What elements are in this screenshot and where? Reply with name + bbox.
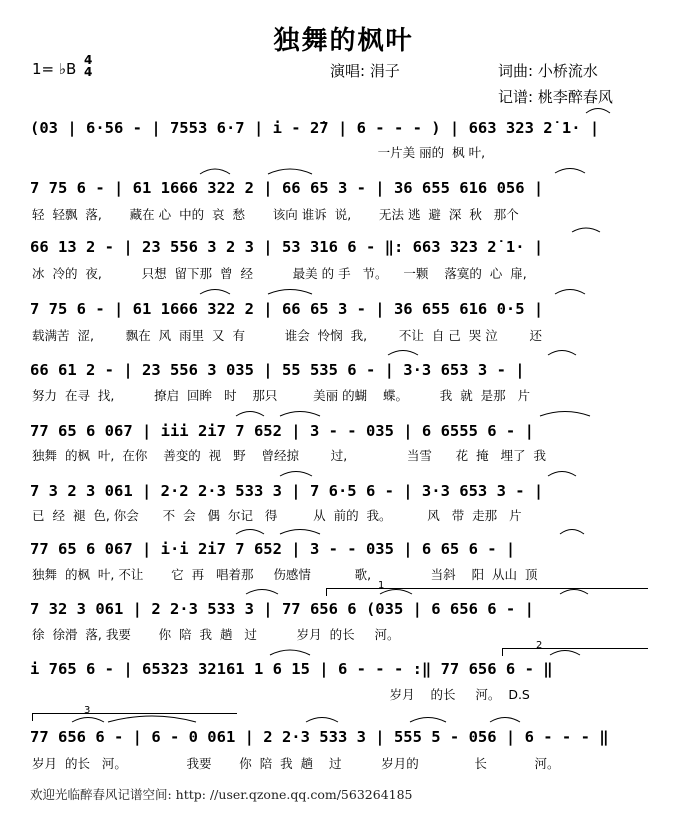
volta-3-tick [32, 713, 33, 721]
slur [572, 228, 600, 232]
time-signature [84, 54, 92, 78]
volta-2-tick [502, 648, 503, 656]
slur [200, 169, 230, 174]
notation-line: 77 65 6 067 | iii 2i7 7 652 | 3 - - 035 | 6 6555 6 - | [30, 422, 534, 440]
transcriber-credit: 记谱: 桃李醉春风 [498, 88, 613, 106]
slur [72, 718, 104, 723]
slur [548, 472, 576, 477]
volta-1-label: 1 [378, 580, 385, 591]
slur [388, 351, 418, 356]
lyrics-line: 徐 徐滑 落, 我要 你 陪 我 趟 过 岁月 的长 河。 [32, 627, 400, 642]
notation-line: (03 | 6·56 - | 7553 6·7 | i - 2̇7 | 6 - - - ) | 663 323 2̇ 1· | [30, 119, 600, 137]
notation-line: i 765 6 - | 65323 32161 1 6 15 | 6 - - - :‖ 77 656 6 - ‖ [30, 660, 553, 678]
notation-line: 77 656 6 - | 6 - 0 061 | 2 2·3 533 3 | 555 5 - 056 | 6 - - - ‖ [30, 728, 609, 746]
lyrics-line: 岁月 的长 河。 D.S [32, 687, 530, 702]
slur [246, 590, 278, 595]
volta-3-label: 3 [84, 705, 91, 716]
lyrics-line: 独舞 的枫 叶, 不让 它 再 唱着那 伤感情 歌, 当斜 阳 从山 顶 [32, 567, 538, 582]
lyrics-line: 轻 轻飘 落, 藏在 心 中的 哀 愁 该向 谁诉 说, 无法 逃 避 深 秋 那个 [32, 207, 519, 222]
volta-2-line [502, 648, 648, 649]
meter-top: 4 [84, 53, 93, 67]
slur [586, 109, 610, 114]
notation-line: 7 75 6 - | 61 1666 322 2 | 66 65 3 - | 36 655 616 056 | [30, 179, 544, 197]
notation-line: 66 61 2 - | 23 556 3 035 | 55 535 6 - | 3·3 653 3 - | [30, 361, 525, 379]
lyrics-line: 载满苦 涩, 飘在 风 雨里 又 有 谁会 怜悯 我, 不让 自 己 哭 泣 还 [32, 328, 543, 343]
composer-credit: 词曲: 小桥流水 [498, 62, 598, 80]
notation-line: 7 75 6 - | 61 1666 322 2 | 66 65 3 - | 36 655 616 0·5 | [30, 300, 544, 318]
lyrics-line: 努力 在寻 找, 撩启 回眸 时 那只 美丽 的蝴 蝶。 我 就 是那 片 [32, 388, 531, 403]
slur [380, 590, 412, 595]
notation-line: 7 32 3 061 | 2 2·3 533 3 | 77 656 6 (035 | 6 656 6 - | [30, 600, 534, 618]
lyrics-line: 独舞 的枫 叶, 在你 善变的 视 野 曾经掠 过, 当雪 花 掩 埋了 我 [32, 448, 546, 463]
notation-line: 77 65 6 067 | i·i 2i7 7 652 | 3 - - 035 | 6 65 6 - | [30, 540, 516, 558]
slur [548, 351, 576, 356]
slur [268, 169, 312, 174]
slur [200, 290, 230, 295]
volta-1-line [326, 588, 648, 589]
slur [540, 412, 590, 417]
volta-1-tick [326, 588, 327, 596]
lyrics-line: 已 经 褪 色, 你会 不 会 偶 尔记 得 从 前的 我。 风 带 走那 片 [32, 508, 522, 523]
notation-line: 66 13 2 - | 23 556 3 2 3 | 53 316 6 - ‖: 663 323 2̇ 1· | [30, 238, 544, 256]
slur [280, 530, 320, 535]
footer-credit: 欢迎光临醉春风记谱空间: http: //user.qzone.qq.com/563264185 [30, 787, 413, 802]
lyrics-line: 一片美 丽的 枫 叶, [32, 145, 486, 160]
slur [236, 530, 264, 535]
slur [306, 718, 338, 723]
slur [560, 590, 588, 595]
singer-credit: 演唱: 涓子 [330, 62, 400, 80]
slur [270, 650, 310, 655]
volta-2-label: 2 [536, 640, 543, 651]
song-title: 独舞的枫叶 [273, 26, 414, 56]
slur [280, 472, 312, 477]
slur [268, 290, 312, 295]
meter-bottom: 4 [84, 65, 93, 79]
slur [108, 716, 196, 722]
slur [280, 412, 320, 417]
lyrics-line: 冰 冷的 夜, 只想 留下那 曾 经 最美 的 手 节。 一颗 落寞的 心 扉, [32, 266, 527, 281]
slur [560, 530, 584, 535]
slur [490, 718, 520, 723]
slur [555, 290, 585, 295]
slur [236, 412, 264, 417]
volta-3-line [32, 713, 237, 714]
slur [555, 169, 585, 174]
notation-line: 7 3 2 3 061 | 2·2 2·3 533 3 | 7 6·5 6 - | 3·3 653 3 - | [30, 482, 544, 500]
lyrics-line: 岁月 的长 河。 我要 你 陪 我 趟 过 岁月的 长 河。 [32, 756, 560, 771]
slur [410, 718, 446, 723]
key-signature: 1= ♭B [32, 60, 77, 78]
slur [550, 651, 580, 656]
